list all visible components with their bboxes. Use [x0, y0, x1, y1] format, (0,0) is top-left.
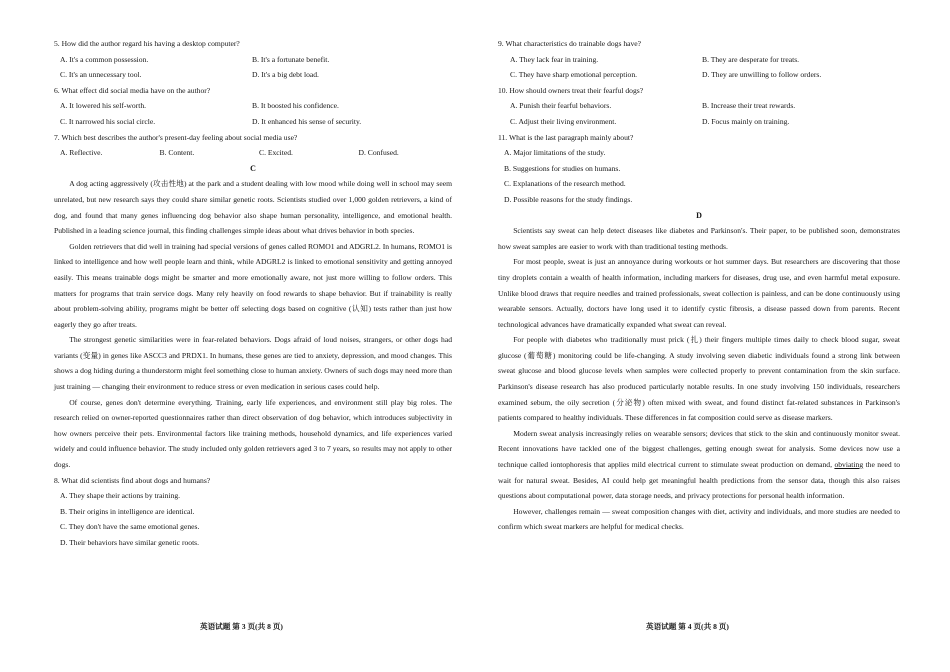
option-c: C. Explanations of the research method.	[504, 179, 626, 189]
passage-c-paragraph-2: Golden retrievers that did well in training had special versions of genes called ROMO1 and ADGRL2. In humans, ROMO1 is linked to intelligence and how well people learn and think, while ADGRL2 is linked to emotional sensitivity and getting annoyed easily. This means trainable dogs might be smarter and more emotionally aware, not just more willing to follow orders. This matters for programs that train service dogs. Many rely heavily on food rewards to shape behavior. But if trainability is really about problem-solving ability, programs might be better off selecting dogs based on cognitive (认知) tests rather than just how eagerly they go after treats.	[54, 241, 452, 329]
question-7-options	[54, 145, 452, 161]
option-a: A. Reflective.	[60, 148, 103, 158]
option-b: B. It's a fortunate benefit.	[252, 54, 330, 64]
question-10-options-2	[498, 114, 900, 130]
question-9-stem: 9. What characteristics do trainable dogs have?	[498, 39, 642, 48]
option-a: A. They lack fear in training.	[510, 54, 599, 64]
passage-c-paragraph-1: A dog acting aggressively (攻击性地) at the park and a student dealing with low mood while doing well in school may seem unrelated, but new research says they could share similar genetic roots. Scientists studied over 1,000 golden retrievers, a kind of dog, and found that many genes influencing dog behavior also shape human personality, intelligence, and emotional health. Published in a leading science journal, this finding challenges simple ideas about what drives behavior in both species.	[54, 179, 452, 236]
option-c: C. Excited.	[259, 148, 293, 158]
option-c: C. Adjust their living environment.	[510, 116, 617, 126]
paragraph-4-text-continued: Besides, AI could help get meaningful health predictions from the sensor data, though this also raises questions about computational power, data storage needs, and privacy protections for personal health information.	[498, 475, 900, 501]
option-c: C. It narrowed his social circle.	[60, 116, 156, 126]
option-c: C. It's an unnecessary tool.	[60, 70, 142, 80]
option-c: C. They don't have the same emotional genes.	[60, 522, 200, 532]
question-5-options	[54, 52, 452, 68]
section-c-heading: C	[250, 163, 256, 173]
option-d: D. Confused.	[358, 148, 399, 158]
option-d: D. Possible reasons for the study findings.	[504, 194, 633, 204]
passage-d-paragraph-5: However, challenges remain — sweat composition changes with diet, activity and individuals, and more studies are needed to confirm which sweat markers are helpful for medical checks.	[498, 506, 900, 532]
option-a: A. Punish their fearful behaviors.	[510, 101, 612, 111]
option-b: B. Content.	[159, 148, 195, 158]
option-a: A. It lowered his self-worth.	[60, 101, 147, 111]
question-6-options-2	[54, 114, 452, 130]
option-b: B. It boosted his confidence.	[252, 101, 339, 111]
option-a: A. It's a common possession.	[60, 54, 149, 64]
passage-c-paragraph-4: Of course, genes don't determine everything. Training, early life experiences, and environment still play big roles. The research relied on owner-reported questionnaires rather than direct observation of dog behavior, which introduces subjectivity in how owners perceive their pets. Environmental factors like training methods, household dynamics, and life experiences varied widely and could influence behavior. The study included only golden retrievers aged 3 to 7 years, so results may not apply to other dogs.	[54, 397, 452, 470]
question-11-stem: 11. What is the last paragraph mainly about?	[498, 132, 634, 142]
page-footer-right: 英语试题 第 4 页(共 8 页)	[646, 622, 729, 631]
option-d: D. It enhanced his sense of security.	[252, 116, 362, 126]
option-b: B. Their origins in intelligence are identical.	[60, 506, 195, 516]
question-7-stem: 7. Which best describes the author's present-day feeling about social media use?	[54, 132, 298, 142]
passage-d-paragraph-4	[498, 426, 900, 504]
page-footer-left: 英语试题 第 3 页(共 8 页)	[200, 622, 283, 631]
paragraph-4-text-end: the need to wait for natural sweat.	[498, 460, 900, 485]
option-d: D. Their behaviors have similar genetic roots.	[60, 538, 200, 547]
option-d: D. They are unwilling to follow orders.	[702, 70, 822, 80]
option-b: B. Suggestions for studies on humans.	[504, 163, 621, 173]
option-b: B. They are desperate for treats.	[702, 54, 800, 64]
left-column	[54, 36, 452, 551]
option-a: A. They shape their actions by training.	[60, 491, 181, 501]
right-column	[498, 36, 900, 535]
question-5-stem: 5. How did the author regard his having a desktop computer?	[54, 39, 240, 48]
passage-d-paragraph-1: Scientists say sweat can help detect diseases like diabetes and Parkinson's. Their paper, to be published soon, demonstrates how sweat samples are easier to work with than traditional testing methods.	[498, 226, 900, 251]
question-10-options	[498, 98, 900, 114]
question-9-options	[498, 52, 900, 68]
option-d: D. Focus mainly on training.	[702, 116, 790, 126]
question-6-stem: 6. What effect did social media have on the author?	[54, 85, 211, 95]
underlined-word: obviating	[834, 460, 864, 470]
question-9-options-2	[498, 67, 900, 83]
passage-d-paragraph-2: For most people, sweat is just an annoyance during workouts or hot summer days. But researchers are discovering that those tiny droplets contain a wealth of health information, including markers for diseases, drug use, and even harmful metal exposure. Unlike blood draws that require needles and trained professionals, sweat collection is painless, and can be done continuously using wearable sensors. Actually, doctors have long used it to identify cystic fibrosis, a disease passed down from parents. Recent technological advances have dramatically expanded what sweat can reveal.	[498, 257, 900, 329]
question-10-stem: 10. How should owners treat their fearful dogs?	[498, 85, 644, 95]
question-5-options-2	[54, 67, 452, 83]
question-6-options	[54, 98, 452, 114]
passage-c-paragraph-3: The strongest genetic similarities were in fear-related behaviors. Dogs afraid of loud noises, strangers, or other dogs had variants (变量) in genes like ASCC3 and PRDX1. In humans, these genes are tied to anxiety, depression, and mood changes. This shows a dog hiding during a thunderstorm might feel something close to human anxiety. Owners of such dogs may need more than just training — changing their environment to reduce stress or even medication in serious cases could help.	[54, 335, 452, 392]
option-c: C. They have sharp emotional perception.	[510, 70, 638, 80]
option-a: A. Major limitations of the study.	[504, 148, 606, 158]
question-8-stem: 8. What did scientists find about dogs and humans?	[54, 475, 211, 485]
paragraph-4-text-start: Modern sweat analysis increasingly relies on wearable sensors; devices that stick to the skin and continuously monitor sweat. Recent innovations have tackled one of the biggest challenges, getting enough sweat for analysis. Some devices now use a technique called iontophoresis that applies mild electrical current to stimulate sweat production on demand,	[498, 428, 900, 470]
option-d: D. It's a big debt load.	[252, 70, 319, 80]
section-d-heading: D	[696, 210, 702, 220]
passage-d-paragraph-3: For people with diabetes who traditionally must prick (扎) their fingers multiple times daily to check blood sugar, sweat glucose (葡萄糖) monitoring could be life-changing. A study involving seven diabetic individuals found a strong link between sweat glucose and blood glucose levels when samples were collected properly to prevent contamination from the skin surface. Parkinson's disease research has also produced particularly notable results. In one study involving 150 individuals, researchers examined sebum, the oily secretion (分泌物) often mixed with sweat, and found distinct fat-related substances in Parkinson's patients compared to healthy individuals. These differences in fat composition could serve as disease markers.	[498, 335, 900, 423]
option-b: B. Increase their treat rewards.	[702, 101, 796, 111]
